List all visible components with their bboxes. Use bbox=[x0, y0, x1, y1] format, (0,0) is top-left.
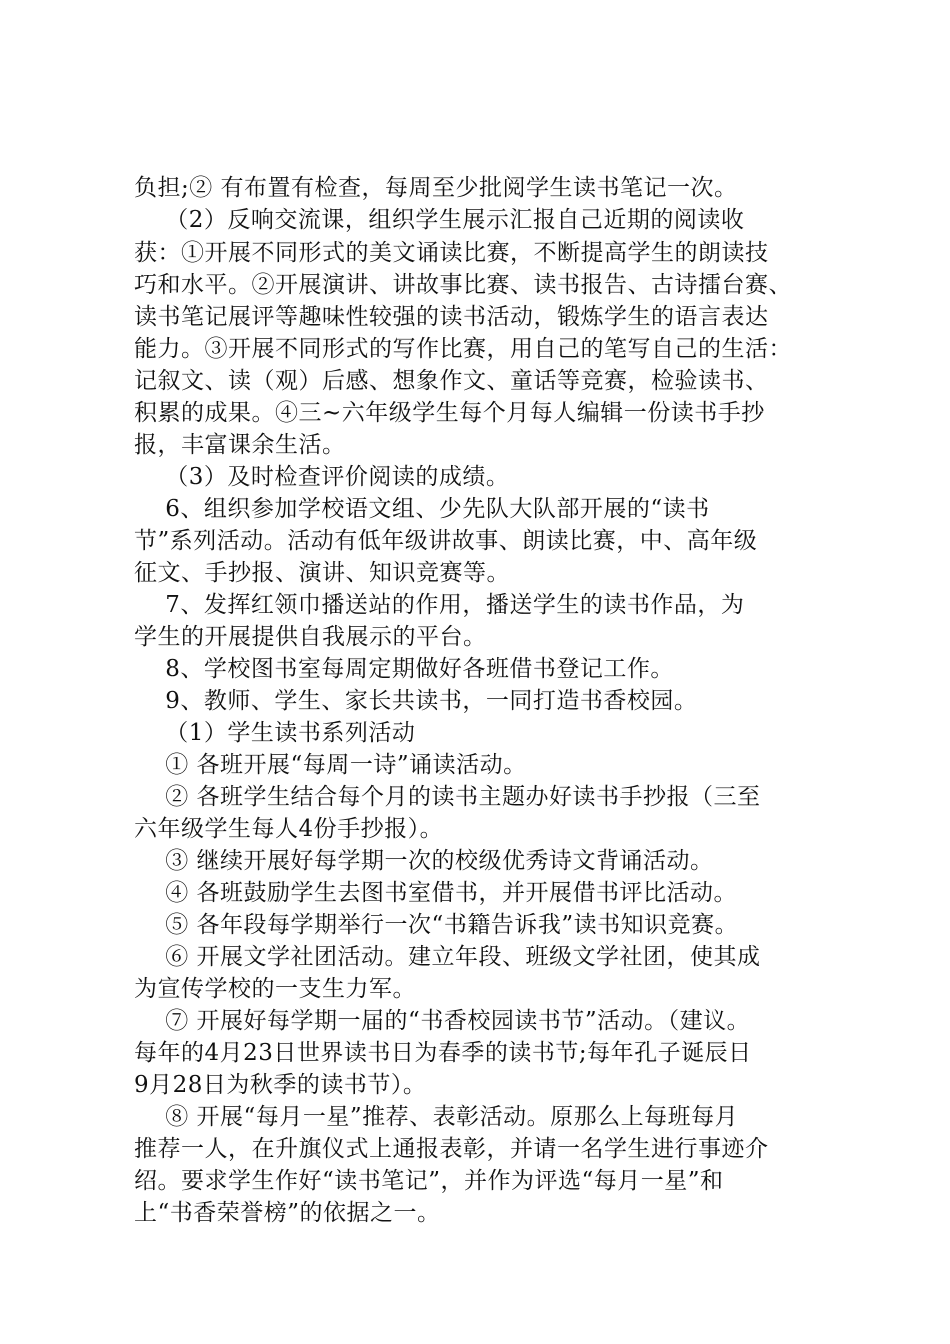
text-line: 征文、手抄报、演讲、知识竞赛等。 bbox=[134, 560, 510, 586]
text-line: （2）反响交流课，组织学生展示汇报自己近期的阅读收 bbox=[134, 207, 745, 233]
text-line: 能力。③开展不同形式的写作比赛，用自己的笔写自己的生活： bbox=[134, 336, 792, 362]
text-line: 推荐一人，在升旗仪式上通报表彰，并请一名学生进行事迹介 bbox=[134, 1136, 769, 1162]
text-line: ① 各班开展“每周一诗”诵读活动。 bbox=[134, 752, 527, 778]
text-line: ⑤ 各年段每学期举行一次“书籍告诉我”读书知识竞赛。 bbox=[134, 912, 739, 938]
text-line: 上“书香荣誉榜”的依据之一。 bbox=[134, 1200, 441, 1226]
text-line: 为宣传学校的一支生力军。 bbox=[134, 976, 416, 1002]
text-line: （1）学生读书系列活动 bbox=[134, 720, 416, 746]
text-line: 8、学校图书室每周定期做好各班借书登记工作。 bbox=[134, 656, 674, 682]
text-line: 读书笔记展评等趣味性较强的读书活动，锻炼学生的语言表达 bbox=[134, 304, 769, 330]
text-line: ④ 各班鼓励学生去图书室借书，并开展借书评比活动。 bbox=[134, 880, 738, 906]
text-line: ⑦ 开展好每学期一届的“书香校园读书节”活动。（建议。 bbox=[134, 1008, 751, 1034]
text-line: 9月28日为秋季的读书节）。 bbox=[134, 1072, 427, 1098]
text-line: ⑥ 开展文学社团活动。建立年段、班级文学社团，使其成 bbox=[134, 944, 761, 970]
text-line: 绍。要求学生作好“读书笔记”，并作为评选“每月一星”和 bbox=[134, 1168, 724, 1194]
text-line: 每年的4月23日世界读书日为春季的读书节;每年孔子诞辰日 bbox=[134, 1040, 752, 1066]
text-line: 7、发挥红领巾播送站的作用，播送学生的读书作品，为 bbox=[134, 592, 745, 618]
text-line: 报，丰富课余生活。 bbox=[134, 432, 346, 458]
text-line: 负担;② 有布置有检查，每周至少批阅学生读书笔记一次。 bbox=[134, 175, 738, 201]
text-line: 获：①开展不同形式的美文诵读比赛，不断提高学生的朗读技 bbox=[134, 240, 769, 266]
text-line: 学生的开展提供自我展示的平台。 bbox=[134, 624, 487, 650]
text-line: ⑧ 开展“每月一星”推荐、表彰活动。原那么上每班每月 bbox=[134, 1104, 739, 1130]
text-line: 6、组织参加学校语文组、少先队大队部开展的“读书 bbox=[134, 496, 710, 522]
text-line: 积累的成果。④三~六年级学生每个月每人编辑一份读书手抄 bbox=[134, 400, 765, 426]
text-line: 六年级学生每人4份手抄报）。 bbox=[134, 816, 444, 842]
text-line: 节”系列活动。活动有低年级讲故事、朗读比赛，中、高年级 bbox=[134, 528, 758, 554]
text-line: （3）及时检查评价阅读的成绩。 bbox=[134, 464, 510, 490]
text-line: 记叙文、读（观）后感、想象作文、童话等竞赛，检验读书、 bbox=[134, 368, 769, 394]
text-line: ③ 继续开展好每学期一次的校级优秀诗文背诵活动。 bbox=[134, 848, 714, 874]
text-line: 巧和水平。②开展演讲、讲故事比赛、读书报告、古诗擂台赛、 bbox=[134, 272, 792, 298]
text-line: ② 各班学生结合每个月的读书主题办好读书手抄报（三至 bbox=[134, 784, 761, 810]
text-line: 9、教师、学生、家长共读书，一同打造书香校园。 bbox=[134, 688, 698, 714]
